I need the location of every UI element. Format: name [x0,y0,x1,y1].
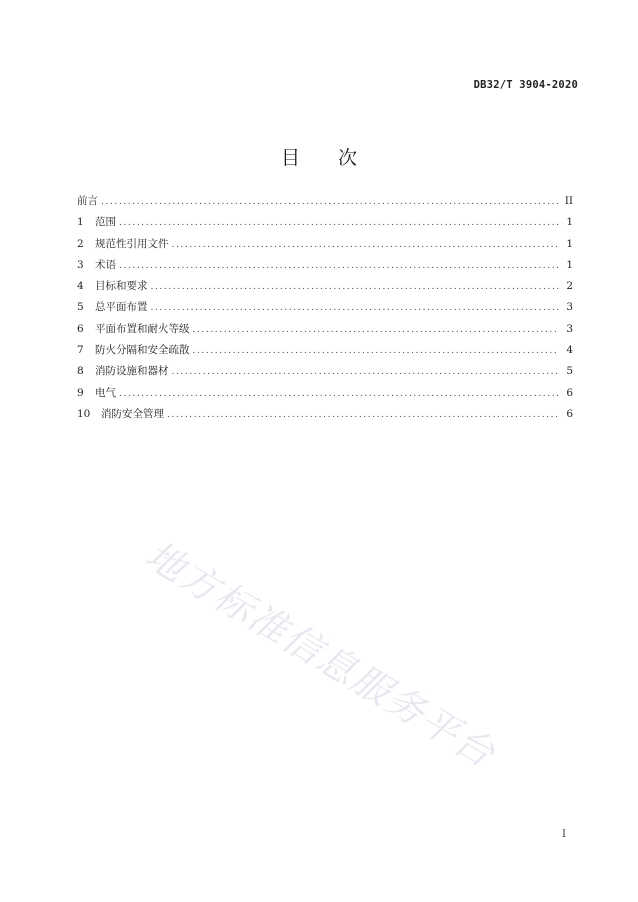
toc-dot-leader [193,326,560,335]
toc-entry-page: 6 [566,407,573,420]
toc-entry-page: 1 [566,258,573,271]
toc-entry-5[interactable] [77,299,573,320]
toc-entry-8[interactable] [77,363,573,384]
toc-entry-page: 1 [566,237,573,250]
toc-entry-6[interactable] [77,321,573,342]
toc-entry-page: 4 [566,344,573,357]
toc-entry-label: 范围 [95,216,116,229]
toc-entry-4[interactable] [77,278,573,299]
toc-entry-7[interactable] [77,342,573,363]
toc-entry-label: 目标和要求 [95,280,148,293]
toc-entry-page: 5 [566,365,573,378]
toc-entry-number: 4 [77,280,84,293]
toc-entry-number: 9 [77,386,84,399]
toc-entry-label: 防火分隔和安全疏散 [95,344,190,357]
toc-entry-page: II [564,195,573,207]
toc-dot-leader [193,347,560,356]
toc-entry-label: 总平面布置 [95,301,148,314]
toc-title: 目 次 [280,147,374,169]
toc-entry-label: 消防设施和器材 [95,365,169,378]
toc-dot-leader [119,219,559,228]
toc-dot-leader [119,390,559,399]
toc-entry-page: 6 [566,386,573,399]
toc-entry-9[interactable] [77,385,573,406]
toc-entry-label: 消防安全管理 [101,407,164,420]
table-of-contents [77,193,573,427]
toc-entry-3[interactable] [77,257,573,278]
toc-dot-leader [167,411,559,420]
toc-dot-leader [119,262,559,271]
toc-dot-leader [172,368,560,377]
toc-entry-label: 电气 [95,386,116,399]
toc-dot-leader [151,283,560,292]
toc-entry-1[interactable] [77,214,573,235]
toc-entry-number: 5 [77,301,84,314]
toc-entry-page: 3 [566,301,573,314]
toc-entry-number: 6 [77,322,84,335]
toc-dot-leader [101,198,559,207]
toc-entry-10[interactable] [77,406,573,427]
toc-entry-page: 1 [566,216,573,229]
toc-entry-page: 3 [566,322,573,335]
toc-entry-number: 7 [77,344,84,357]
document-code: DB32/T 3904-2020 [473,79,578,91]
toc-entry-label: 规范性引用文件 [95,237,169,250]
toc-entry-2[interactable] [77,236,573,257]
toc-entry-foreword[interactable] [77,193,573,214]
toc-entry-label: 平面布置和耐火等级 [95,322,190,335]
toc-entry-number: 3 [77,258,84,271]
page-number: I [562,829,566,840]
toc-entry-number: 8 [77,365,84,378]
toc-dot-leader [151,304,560,313]
toc-entry-number: 10 [77,407,91,420]
toc-entry-page: 2 [566,280,573,293]
toc-entry-number: 1 [77,216,84,229]
toc-dot-leader [172,241,560,250]
watermark: 地方标准信息服务平台 [137,532,504,777]
toc-entry-label: 术语 [95,258,116,271]
toc-entry-number: 2 [77,237,84,250]
toc-entry-label: 前言 [77,195,98,207]
